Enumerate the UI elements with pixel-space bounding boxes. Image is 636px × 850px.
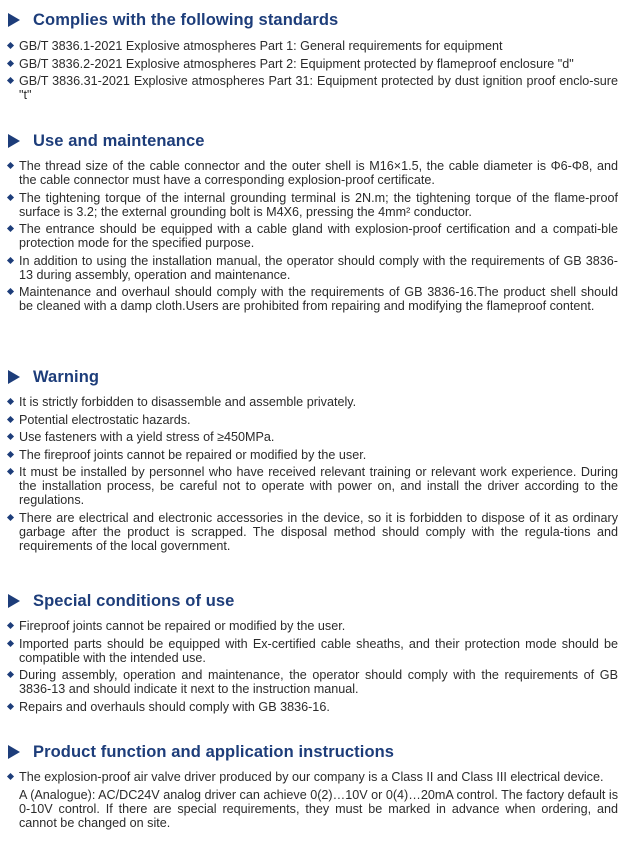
section-title: Warning [33, 367, 100, 386]
section-heading [8, 130, 636, 152]
diamond-bullet-icon [7, 433, 14, 440]
diamond-bullet-icon [7, 398, 14, 405]
diamond-bullet-icon [7, 59, 14, 66]
list-item: The fireproof joints cannot be repaired or modified by the user. [0, 448, 636, 462]
list-item: Potential electrostatic hazards. [0, 413, 636, 427]
diamond-bullet-icon [7, 468, 14, 475]
list-item: GB/T 3836.31-2021 Explosive atmospheres Part 31: Equipment protected by dust ignition proof enclo-sure "t" [0, 74, 636, 102]
section-heading [8, 741, 636, 763]
bullet-list [0, 159, 636, 313]
list-item: The tightening torque of the internal grounding terminal is 2N.m; the tightening torque of the flame-proof surface is 3.2; the external grounding bolt is M4X6, pressing the 4mm² conductor. [0, 191, 636, 219]
list-item: It must be installed by personnel who have received relevant training or relevant work experience. During the installation process, be careful not to operate with power on, and install the driver according to the regulations. [0, 465, 636, 507]
list-item: It is strictly forbidden to disassemble and assemble privately. [0, 395, 636, 409]
section-title: Product function and application instructions [33, 742, 395, 761]
section-heading [8, 590, 636, 612]
diamond-bullet-icon [7, 450, 14, 457]
diamond-bullet-icon [7, 42, 14, 49]
diamond-bullet-icon [7, 225, 14, 232]
diamond-bullet-icon [7, 77, 14, 84]
analogue-description: A (Analogue): AC/DC24V analog driver can achieve 0(2)…10V or 0(4)…20mA control. The factory default is 0-10V control. If there are special requirements, they must be marked in advance when ordering, and cannot be changed on site. [19, 787, 618, 830]
bullet-list [0, 619, 636, 714]
diamond-bullet-icon [7, 671, 14, 678]
triangle-bullet-icon [8, 134, 20, 148]
diamond-bullet-icon [7, 193, 14, 200]
section-product-function [0, 741, 636, 830]
section-heading [8, 9, 636, 31]
list-item: Fireproof joints cannot be repaired or modified by the user. [0, 619, 636, 633]
list-item: GB/T 3836.2-2021 Explosive atmospheres Part 2: Equipment protected by flameproof enclosure "d" [0, 57, 636, 71]
diamond-bullet-icon [7, 773, 14, 780]
list-item: During assembly, operation and maintenance, the operator should comply with the requirements of GB 3836-13 and should indicate it next to the instruction manual. [0, 668, 636, 696]
diamond-bullet-icon [7, 256, 14, 263]
triangle-bullet-icon [8, 745, 20, 759]
section-title: Complies with the following standards [33, 10, 339, 29]
bullet-list [0, 770, 636, 784]
triangle-bullet-icon [8, 594, 20, 608]
list-item: Use fasteners with a yield stress of ≥450MPa. [0, 430, 636, 444]
list-item: Maintenance and overhaul should comply with the requirements of GB 3836-16.The product shell should be cleaned with a damp cloth.Users are prohibited from repairing and modifying the flameproof content. [0, 285, 636, 313]
section-title: Use and maintenance [33, 131, 205, 150]
list-item: In addition to using the installation manual, the operator should comply with the requirements of GB 3836-13 during assembly, operation and maintenance. [0, 254, 636, 282]
diamond-bullet-icon [7, 622, 14, 629]
list-item: The thread size of the cable connector and the outer shell is M16×1.5, the cable diameter is Φ6-Φ8, and the cable connector must have a corresponding explosion-proof certificate. [0, 159, 636, 187]
diamond-bullet-icon [7, 702, 14, 709]
section-standards [0, 9, 636, 106]
triangle-bullet-icon [8, 13, 20, 27]
bullet-list [0, 395, 636, 553]
diamond-bullet-icon [7, 288, 14, 295]
section-special-conditions [0, 590, 636, 717]
list-item: The entrance should be equipped with a cable gland with explosion-proof certification and a compati-ble protection mode for the specified purpose. [0, 222, 636, 250]
list-item: There are electrical and electronic accessories in the device, so it is forbidden to dispose of it as ordinary garbage after the product is scrapped. The disposal method should comply with the regula-tions and requirements of the local government. [0, 511, 636, 553]
section-use-maintenance [0, 130, 636, 317]
diamond-bullet-icon [7, 639, 14, 646]
bullet-list [0, 39, 636, 102]
section-title: Special conditions of use [33, 591, 235, 610]
diamond-bullet-icon [7, 513, 14, 520]
diamond-bullet-icon [7, 162, 14, 169]
section-warning [0, 366, 636, 556]
triangle-bullet-icon [8, 370, 20, 384]
list-item: GB/T 3836.1-2021 Explosive atmospheres Part 1: General requirements for equipment [0, 39, 636, 53]
section-heading [8, 366, 636, 388]
list-item: The explosion-proof air valve driver produced by our company is a Class II and Class III electrical device. [0, 770, 636, 784]
diamond-bullet-icon [7, 415, 14, 422]
list-item: Imported parts should be equipped with Ex-certified cable sheaths, and their protection mode should be compatible with the intended use. [0, 637, 636, 665]
list-item: Repairs and overhauls should comply with GB 3836-16. [0, 700, 636, 714]
